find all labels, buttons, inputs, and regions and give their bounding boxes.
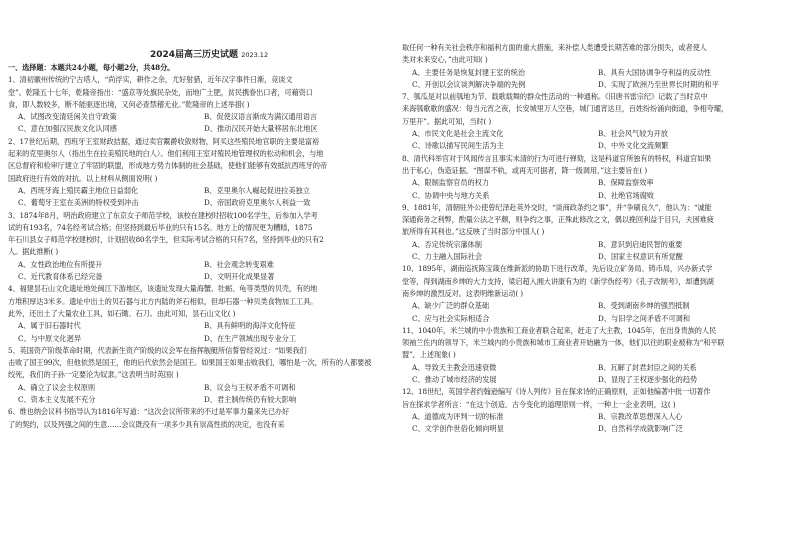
left-lines bbox=[8, 74, 390, 431]
text-line: 2、17世纪后期，西班牙王室财政拮据，通过卖官鬻爵收敛财物，阿买这些殖民地官职的主要是富裕 bbox=[8, 136, 320, 146]
text-line: 此外，还出土了大量农业工具，如石锄、石刀。由此可知，昙石山文化( ) bbox=[8, 308, 236, 318]
text-line: 堂”。乾隆五十七年，乾隆帝指出：“盛京等处旗民杂处，而地广土肥，贫民携眷出口者，可藉资口 bbox=[8, 87, 313, 97]
text-line: 来海瓠歌歌的盛况：每当元宵之夜，长安城里万人空巷，城门通宵达旦，百姓纷纷涌向街道，争相夸耀， bbox=[402, 104, 729, 114]
text-line: 国政府进行有效的对抗。以上材料从侧面说明( ) bbox=[8, 173, 158, 183]
text-line: 食，即人数较多，断不能驱逐出境，又何必查禁稽无业。”乾隆帝的上述举措( ) bbox=[8, 99, 250, 109]
text-line: 起来的克里奥尔人（指出生在拉美殖民地的白人）。他们利用王室对殖民地管理权的松动和机会，与地 bbox=[8, 149, 324, 159]
option-row bbox=[402, 300, 784, 312]
option-text: D、在生产领域出现专业分工 bbox=[204, 333, 297, 343]
text-line: 深通商务之利弊，酌量公法之平颇，则争约之事，正殊此修改之文，偶以挽回利益于目只，夫困难疲 bbox=[402, 215, 714, 225]
option-row bbox=[402, 313, 784, 325]
option-row bbox=[8, 382, 390, 394]
option-row bbox=[402, 362, 784, 374]
option-row bbox=[402, 140, 784, 152]
option-text: C、文学创作世俗化倾向明显 bbox=[412, 424, 504, 434]
option-text: A、市民文化是社会主流文化 bbox=[412, 129, 504, 139]
option-text: B、社会观念转变艰难 bbox=[204, 259, 274, 269]
title-text: 2024届高三历史试题 bbox=[150, 50, 239, 60]
text-line: 区总督府和检审厅建立了牢固的联盟，形成地方势力体制的社会基础，使他们能够有效抵抗西班牙的帝 bbox=[8, 161, 327, 171]
option-text: D、文明开化成果显著 bbox=[204, 272, 275, 282]
text-line: 了的契约，以及列强之间的生意……会议既没有一项多少具有崇高性质的决定，也没有采 bbox=[8, 419, 285, 429]
text-line: 9、1881年，清朝驻外公使曾纪泽赴英外交时，“谈商政条约之事”，并“争刷良久”，他认为：“诚能 bbox=[402, 202, 712, 212]
section-heading: 一、选择题：本题共24小题，每小题2分，共48分。 bbox=[8, 63, 175, 72]
option-text: B、保障监察效率 bbox=[598, 178, 654, 188]
text-line: 出于私心，伪造证据，“图谋不轨，或再无可据者，降一级调用，”这主要旨在( ) bbox=[402, 165, 648, 175]
option-row bbox=[8, 111, 390, 123]
option-text: C、葡萄牙王室在美洲的特权受到冲击 bbox=[18, 198, 139, 208]
text-line: 旨在探求学者所言：“在这个创造、古今变化的道理原则一样，一种上一企业表明，这( ) bbox=[402, 399, 676, 409]
option-row bbox=[402, 251, 784, 263]
option-text: D、帝国政府克里奥尔人利益一致 bbox=[204, 198, 311, 208]
option-row bbox=[402, 190, 784, 202]
option-row bbox=[8, 123, 390, 135]
option-text: A、属于旧石器时代 bbox=[18, 321, 81, 331]
option-text: D、自然科学成就影响广泛 bbox=[598, 424, 683, 434]
option-row bbox=[8, 259, 390, 271]
text-line: 4、福建昙石山文化遗址地处闽江下游地区，该遗址发现大量海蟹、牡蛎、龟等类型的贝壳，有的地 bbox=[8, 284, 318, 294]
option-text: B、瓦解了封君封臣之间的关系 bbox=[598, 362, 697, 372]
text-line: 12、18世纪，英国学者约翰逊编写《诗人列传》旨在探求诗的正确原则，正如他编著中批一切著作 bbox=[402, 387, 711, 397]
option-text: A、确立了议会主权原则 bbox=[18, 382, 96, 392]
text-line: 7、瓠瓜是对以前瓠地为节、载歌载舞的群众性活动的一种通称。《旧唐书雷宗纪》记载了当时京中 bbox=[402, 92, 708, 102]
option-text: A、限制监察官员的权力 bbox=[412, 178, 490, 188]
right-lines bbox=[402, 42, 784, 436]
option-text: A、导致天主教会迅速衰微 bbox=[412, 362, 497, 372]
option-text: A、主要任务是恢复封建王室的统治 bbox=[412, 67, 526, 77]
option-text: C、推动了城市经济的发展 bbox=[412, 375, 497, 385]
text-line: 领袖兰佐内的领导下，米兰城内的小贵族和城市工商业者开始融为一体，他们以往的职业被称为“和平联 bbox=[402, 338, 725, 348]
right-column bbox=[402, 42, 784, 436]
option-text: C、开创以会议谈判解决争端的先例 bbox=[412, 79, 526, 89]
option-text: A、试图改变清廷闲关自守政策 bbox=[18, 112, 117, 122]
option-row bbox=[8, 394, 390, 406]
text-line: 盟”，上述现象( ) bbox=[402, 350, 456, 360]
option-text: A、西班牙海上殖民霸主地位日益弱化 bbox=[18, 185, 139, 195]
text-line: 1、清初徽州传统的宁古塔人，“尚浮实，耕作之余，尤好射猎，近年汉字事件日渐，竞谈文 bbox=[8, 75, 293, 85]
option-row bbox=[8, 197, 390, 209]
option-text: D、推动汉民开始大量移居东北地区 bbox=[204, 124, 318, 134]
option-text: B、具有鲜明的海洋文化特征 bbox=[204, 321, 296, 331]
option-text: B、议会与王权矛盾不可调和 bbox=[204, 382, 296, 392]
option-text: D、社绝官场腐败 bbox=[598, 190, 655, 200]
option-text: D、显现了王权逐步强化的趋势 bbox=[598, 375, 698, 385]
option-text: C、诗歌以描写民间生活为主 bbox=[412, 141, 504, 151]
text-line: 年石川县女子师范学校建校时，计划招收80名学生，但实际考试合格的只有7名，坚持到毕业的只有2 bbox=[8, 235, 324, 245]
option-text: C、资本主义发展不充分 bbox=[18, 395, 96, 405]
text-line: 击败了国王99次，但他依然是国王，他的后代依然会是国王。如果国王如果击败我们，哪怕是一次，所有的人都要被 bbox=[8, 358, 372, 368]
text-line: 人。据此推断( ) bbox=[8, 247, 59, 257]
option-text: A、缺少广泛的群众基础 bbox=[412, 301, 490, 311]
option-text: B、意识到启迪民智的重要 bbox=[598, 239, 683, 249]
option-row bbox=[402, 177, 784, 189]
text-line: 3、1874年8月，明治政府建立了东京女子师范学校，该校在建校时招收100名学生，后参加入学考 bbox=[8, 210, 318, 220]
option-text: A、道德成为评判一切的标准 bbox=[412, 411, 504, 421]
option-row bbox=[8, 185, 390, 197]
paper-title bbox=[150, 47, 268, 60]
text-line: 方堆积厚达3米多。遗址中出土的贝石器与北方内陆的斧石相似，但却石器一种贝类食物加工工具。 bbox=[8, 296, 318, 306]
option-row bbox=[402, 79, 784, 91]
option-text: D、国家主权意识有所觉醒 bbox=[598, 252, 683, 262]
option-text: C、应与社会实际相适合 bbox=[412, 313, 490, 323]
text-line: 旅所得有其利也。”这反映了当时部分中国人( ) bbox=[402, 227, 545, 237]
option-text: C、与中原文化迥异 bbox=[18, 333, 82, 343]
text-line: 类对未来安心，”由此可知( ) bbox=[402, 55, 488, 65]
option-text: D、实现了欧洲乃至世界长时期的和平 bbox=[598, 79, 719, 89]
text-line: 11、1040年，米兰城的中小贵族和工商业者联合起来，赶走了大主教，1045年，在出身贵族的人民 bbox=[402, 325, 717, 335]
option-row bbox=[8, 320, 390, 332]
option-text: B、社会风气较为开放 bbox=[598, 129, 668, 139]
option-text: D、中外文化交流频繁 bbox=[598, 141, 669, 151]
text-line: 绞死，我们的子孙一定要沦为奴隶。”这表明当时英国( ) bbox=[8, 370, 179, 380]
text-line: 取任何一种有关社会秩序和福利方面的重大措施，来补偿人类遭受长期苦难的部分损失，或者使人 bbox=[402, 43, 707, 52]
option-row bbox=[402, 423, 784, 435]
option-text: C、协调中央与地方关系 bbox=[412, 190, 490, 200]
text-line: 试的有193名，74名经考试合格；但坚持到最后毕业的只有15名。地方上的情况更为糟糕，1875 bbox=[8, 222, 313, 232]
option-text: D、与旧学之间矛盾不可调和 bbox=[598, 313, 691, 323]
option-text: B、宗教改革思想深入人心 bbox=[598, 411, 683, 421]
option-row bbox=[402, 239, 784, 251]
text-line: 10、1895年，湖南巡抚陈宝箴在维新派的协助下进行改革，先后设立矿务局、铸币局，兴办新式学 bbox=[402, 264, 713, 274]
text-line: 南乡绅的激烈反对。这表明维新运动( ) bbox=[402, 288, 523, 298]
option-text: D、君主制传统仍有较大影响 bbox=[204, 395, 297, 405]
option-text: A、女性政治地位有所提升 bbox=[18, 259, 103, 269]
text-line: 6、维也纳会议科书指导认为1816年写道：“这次会议所带来的不过是军事力量来先已办好 bbox=[8, 407, 290, 417]
option-row bbox=[402, 374, 784, 386]
option-text: A、否定传统宗藩体制 bbox=[412, 239, 482, 249]
option-text: B、受到湖南乡绅的强烈抵制 bbox=[598, 301, 690, 311]
option-text: C、意在加强汉民族文化认同感 bbox=[18, 124, 117, 134]
text-line: 8、清代科举官对于风闻传言且事实未清的行为可进行弹劾，这是科道官所独有的特权，科道官如果 bbox=[402, 153, 712, 163]
option-row bbox=[402, 128, 784, 140]
option-row bbox=[8, 271, 390, 283]
text-line: 万里开”。据此可知，当时( ) bbox=[402, 116, 492, 126]
title-date: 2023.12 bbox=[241, 51, 269, 59]
text-line: 5、英国资产阶级革命时期，代表新生资产阶级的议会军在指挥舰艇所信誓曾经说过：“如果我们 bbox=[8, 345, 307, 355]
option-text: C、力主融入国际社会 bbox=[412, 252, 483, 262]
option-row bbox=[402, 411, 784, 423]
text-line: 堂等，得到湖南乡绅的大力支持，梁启超入湘大讲康有为的《新学伪经考》《孔子改制考》，却遭到湖 bbox=[402, 276, 714, 286]
option-text: B、具有大国协调争夺利益的反动性 bbox=[598, 67, 712, 77]
option-text: B、促使汉语言渐成为满汉通用语言 bbox=[204, 112, 318, 122]
option-text: B、克里奥尔人崛起促进拉美独立 bbox=[204, 185, 310, 195]
option-row bbox=[402, 67, 784, 79]
option-text: C、近代教育体系已经完备 bbox=[18, 272, 103, 282]
option-row bbox=[8, 333, 390, 345]
left-column bbox=[8, 62, 390, 431]
